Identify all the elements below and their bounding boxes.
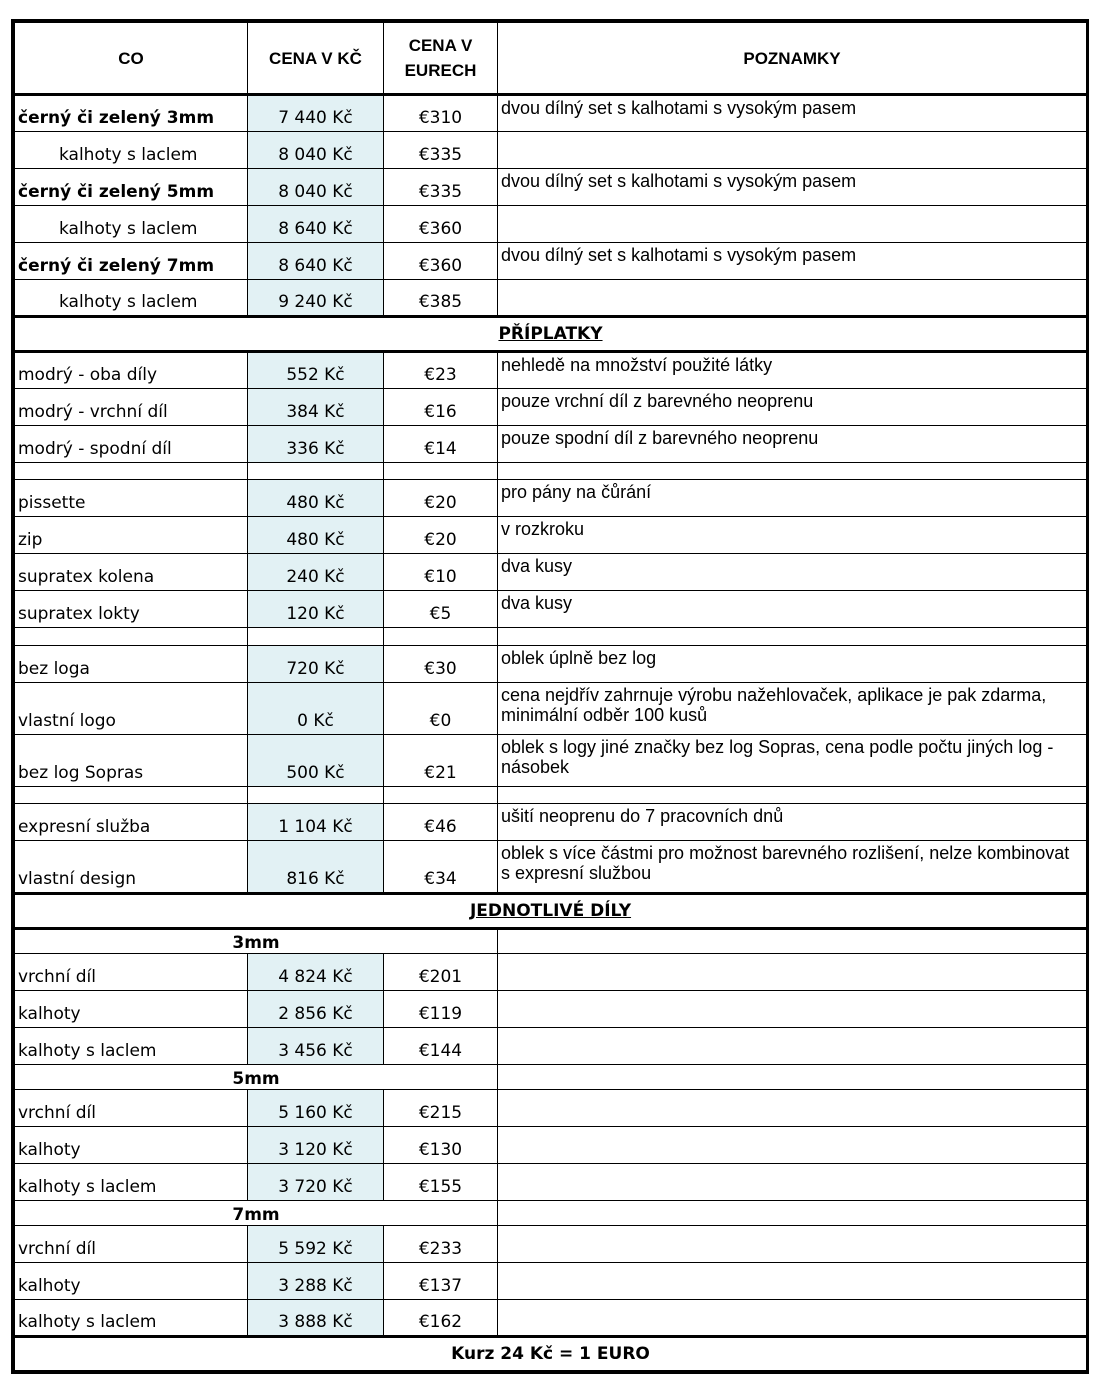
item-name: kalhoty s laclem [15, 206, 248, 243]
price-czk: 3 888 Kč [248, 1300, 384, 1337]
thickness-row [15, 929, 1087, 954]
header-notes: POZNAMKY [498, 23, 1087, 95]
table-row [15, 243, 1087, 280]
table-row [15, 517, 1087, 554]
price-eur: €130 [384, 1127, 498, 1164]
empty-cell [498, 929, 1087, 954]
price-eur: €23 [384, 352, 498, 389]
price-czk: 4 824 Kč [248, 954, 384, 991]
item-name: modrý - vrchní díl [15, 389, 248, 426]
empty-cell [498, 1127, 1087, 1164]
item-note: v rozkroku [498, 517, 1087, 554]
item-note: oblek s více částmi pro možnost barevného rozlišení, nelze kombinovat s expresní službou [498, 841, 1087, 894]
item-note: pro pány na čůrání [498, 480, 1087, 517]
price-eur: €10 [384, 554, 498, 591]
empty-cell [384, 463, 498, 480]
item-note: pouze vrchní díl z barevného neoprenu [498, 389, 1087, 426]
price-table [14, 22, 1087, 1371]
item-name: supratex kolena [15, 554, 248, 591]
price-eur: €20 [384, 480, 498, 517]
price-eur: €46 [384, 804, 498, 841]
empty-cell [498, 1300, 1087, 1337]
empty-cell [498, 787, 1087, 804]
table-row [15, 95, 1087, 132]
header-co: CO [15, 23, 248, 95]
table-row [15, 841, 1087, 894]
empty-cell [15, 787, 248, 804]
empty-cell [498, 1028, 1087, 1065]
item-name: vlastní design [15, 841, 248, 894]
price-czk: 3 456 Kč [248, 1028, 384, 1065]
item-name: kalhoty s laclem [15, 1300, 248, 1337]
price-eur: €310 [384, 95, 498, 132]
item-name: kalhoty [15, 991, 248, 1028]
price-eur: €360 [384, 243, 498, 280]
item-note: cena nejdřív zahrnuje výrobu nažehlovaček, aplikace je pak zdarma, minimální odběr 100 kusů [498, 683, 1087, 735]
empty-cell [498, 1164, 1087, 1201]
table-row [15, 1226, 1087, 1263]
item-note: oblek s logy jiné značky bez log Sopras, cena podle počtu jiných log - násobek [498, 735, 1087, 787]
table-row [15, 1263, 1087, 1300]
price-czk: 5 592 Kč [248, 1226, 384, 1263]
item-name: černý či zelený 7mm [15, 243, 248, 280]
price-czk: 552 Kč [248, 352, 384, 389]
empty-cell [248, 787, 384, 804]
item-note: dva kusy [498, 554, 1087, 591]
price-eur: €335 [384, 169, 498, 206]
price-eur: €215 [384, 1090, 498, 1127]
empty-cell [498, 1226, 1087, 1263]
table-row [15, 280, 1087, 317]
empty-cell [498, 463, 1087, 480]
price-eur: €137 [384, 1263, 498, 1300]
price-eur: €155 [384, 1164, 498, 1201]
price-eur: €233 [384, 1226, 498, 1263]
price-czk: 8 040 Kč [248, 169, 384, 206]
price-eur: €30 [384, 646, 498, 683]
item-name: expresní služba [15, 804, 248, 841]
section-title-surcharges: PŘÍPLATKY [15, 317, 1087, 352]
price-czk: 0 Kč [248, 683, 384, 735]
price-eur: €34 [384, 841, 498, 894]
item-name: vlastní logo [15, 683, 248, 735]
price-eur: €5 [384, 591, 498, 628]
thickness-label: 7mm [15, 1201, 498, 1226]
table-row [15, 954, 1087, 991]
price-czk: 3 720 Kč [248, 1164, 384, 1201]
item-note: dvou dílný set s kalhotami s vysokým pasem [498, 243, 1087, 280]
price-eur: €0 [384, 683, 498, 735]
empty-cell [498, 1090, 1087, 1127]
item-name: modrý - spodní díl [15, 426, 248, 463]
item-note: oblek úplně bez log [498, 646, 1087, 683]
item-name: vrchní díl [15, 954, 248, 991]
price-eur: €144 [384, 1028, 498, 1065]
empty-cell [384, 787, 498, 804]
item-note [498, 280, 1087, 317]
empty-cell [498, 954, 1087, 991]
price-eur: €14 [384, 426, 498, 463]
price-eur: €335 [384, 132, 498, 169]
empty-cell [384, 628, 498, 646]
table-row [15, 1164, 1087, 1201]
table-row [15, 426, 1087, 463]
item-name: černý či zelený 5mm [15, 169, 248, 206]
table-row [15, 591, 1087, 628]
item-name: kalhoty [15, 1127, 248, 1164]
item-name: zip [15, 517, 248, 554]
spacer-row [15, 628, 1087, 646]
item-name: černý či zelený 3mm [15, 95, 248, 132]
price-czk: 5 160 Kč [248, 1090, 384, 1127]
item-note: dva kusy [498, 591, 1087, 628]
item-name: vrchní díl [15, 1226, 248, 1263]
table-row [15, 1028, 1087, 1065]
price-czk: 816 Kč [248, 841, 384, 894]
empty-cell [498, 1201, 1087, 1226]
empty-cell [498, 628, 1087, 646]
price-czk: 480 Kč [248, 517, 384, 554]
price-eur: €201 [384, 954, 498, 991]
price-czk: 336 Kč [248, 426, 384, 463]
empty-cell [15, 463, 248, 480]
section-row [15, 317, 1087, 352]
item-note: dvou dílný set s kalhotami s vysokým pasem [498, 169, 1087, 206]
price-eur: €21 [384, 735, 498, 787]
item-name: vrchní díl [15, 1090, 248, 1127]
price-czk: 500 Kč [248, 735, 384, 787]
thickness-label: 5mm [15, 1065, 498, 1090]
table-row [15, 389, 1087, 426]
item-name: kalhoty s laclem [15, 132, 248, 169]
price-czk: 240 Kč [248, 554, 384, 591]
price-czk: 8 640 Kč [248, 206, 384, 243]
empty-cell [248, 628, 384, 646]
empty-cell [498, 991, 1087, 1028]
item-note: ušití neoprenu do 7 pracovních dnů [498, 804, 1087, 841]
table-row [15, 735, 1087, 787]
table-row [15, 1127, 1087, 1164]
table-row [15, 132, 1087, 169]
header-row [15, 23, 1087, 95]
section-row [15, 894, 1087, 929]
item-name: kalhoty s laclem [15, 280, 248, 317]
empty-cell [498, 1065, 1087, 1090]
price-czk: 120 Kč [248, 591, 384, 628]
header-czk: CENA V KČ [248, 23, 384, 95]
table-row [15, 991, 1087, 1028]
price-czk: 2 856 Kč [248, 991, 384, 1028]
price-table-container [11, 19, 1089, 1374]
item-name: kalhoty s laclem [15, 1164, 248, 1201]
item-name: modrý - oba díly [15, 352, 248, 389]
price-czk: 480 Kč [248, 480, 384, 517]
price-czk: 9 240 Kč [248, 280, 384, 317]
empty-cell [15, 628, 248, 646]
section-title-parts: JEDNOTLIVÉ DÍLY [15, 894, 1087, 929]
table-row [15, 480, 1087, 517]
header-eur: CENA V EURECH [384, 23, 498, 95]
item-note: dvou dílný set s kalhotami s vysokým pasem [498, 95, 1087, 132]
item-name: supratex lokty [15, 591, 248, 628]
thickness-row [15, 1065, 1087, 1090]
table-row [15, 206, 1087, 243]
spacer-row [15, 787, 1087, 804]
item-name: bez log Sopras [15, 735, 248, 787]
item-note: nehledě na množství použité látky [498, 352, 1087, 389]
price-czk: 3 120 Kč [248, 1127, 384, 1164]
thickness-row [15, 1201, 1087, 1226]
table-row [15, 352, 1087, 389]
table-row [15, 1090, 1087, 1127]
empty-cell [248, 463, 384, 480]
price-czk: 8 040 Kč [248, 132, 384, 169]
price-czk: 720 Kč [248, 646, 384, 683]
price-eur: €20 [384, 517, 498, 554]
spacer-row [15, 463, 1087, 480]
price-czk: 1 104 Kč [248, 804, 384, 841]
item-note [498, 132, 1087, 169]
table-row [15, 554, 1087, 591]
price-eur: €16 [384, 389, 498, 426]
exchange-rate: Kurz 24 Kč = 1 EURO [15, 1337, 1087, 1371]
item-name: bez loga [15, 646, 248, 683]
price-czk: 3 288 Kč [248, 1263, 384, 1300]
item-name: kalhoty [15, 1263, 248, 1300]
empty-cell [498, 1263, 1087, 1300]
item-name: kalhoty s laclem [15, 1028, 248, 1065]
price-czk: 7 440 Kč [248, 95, 384, 132]
price-czk: 8 640 Kč [248, 243, 384, 280]
price-eur: €360 [384, 206, 498, 243]
footer-row [15, 1337, 1087, 1371]
table-row [15, 646, 1087, 683]
thickness-label: 3mm [15, 929, 498, 954]
item-note [498, 206, 1087, 243]
item-name: pissette [15, 480, 248, 517]
table-row [15, 683, 1087, 735]
price-eur: €119 [384, 991, 498, 1028]
table-row [15, 1300, 1087, 1337]
price-eur: €385 [384, 280, 498, 317]
table-row [15, 169, 1087, 206]
table-row [15, 804, 1087, 841]
item-note: pouze spodní díl z barevného neoprenu [498, 426, 1087, 463]
price-eur: €162 [384, 1300, 498, 1337]
price-czk: 384 Kč [248, 389, 384, 426]
